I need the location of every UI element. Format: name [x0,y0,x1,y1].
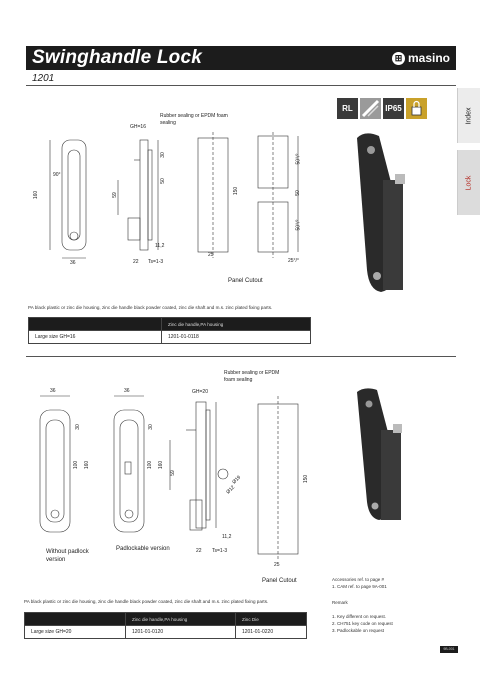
dim-36a: 36 [50,388,56,394]
ordering-table-1: Zinc die handle,PA housing Large size GH=16 1201-01-0118 [28,317,311,344]
dim-36: 36 [70,260,76,266]
dim-ts: Ts=1-3 [148,259,164,265]
dim-ts-2: Ts=1-3 [212,548,228,554]
dim-100a: 100 [73,460,80,470]
brand-mark-icon: ⊞ [392,52,405,65]
gh20-label: GH=20 [192,389,208,395]
model-number: 1201 [32,73,55,84]
ip65-badge: IP65 [383,98,404,119]
dim-25b: 25°/° [288,258,299,264]
dim-11-2b: 11,2 [222,534,232,540]
panel-cutout-label-1: Panel Cutout [228,278,263,284]
dim-160b: 160 [158,460,165,470]
tab-lock-label: Lock [465,175,473,190]
dim-50b: 50 [294,190,301,196]
remark-title: Remark [332,600,348,605]
dim-11-2: 11,2 [155,243,165,249]
remarks-list: 1. Key different on request. 2. CH751 key code on request 3. Padlockable on request [332,614,393,633]
dim-d19: Ø19 [231,474,243,486]
description-1: PA black plastic or zinc die housing, zinc die handle black powder coated, zinc die shaft and m.s. zinc plated fixing parts. [28,305,273,310]
dim-90: 90° [53,172,61,178]
table-row: Large size GH=16 1201-01-0118 [29,331,311,344]
dim-25: 25 [208,252,214,258]
dim-50c: 50°/° [295,219,302,231]
dim-59-2: 59 [169,470,176,476]
dim-d12: Ø12 [225,484,237,496]
dim-22b: 22 [196,548,202,554]
dim-50a: 50°/° [295,153,302,165]
dim-50: 50 [159,178,166,184]
dim-100b: 100 [147,460,154,470]
page-number: 9B-001 [440,646,458,653]
description-2: PA black plastic or zinc die housing, zinc die handle black powder coated, zinc die shaft and m.s. zinc plated fixing parts. [24,599,269,604]
dim-59: 59 [111,192,118,198]
ordering-table-2: Zinc die handle,PA housing Zinc Die Large size GH=20 1201-01-0120 1201-01-0220 [24,612,307,639]
table-row: Large size GH=20 1201-01-0120 1201-01-0220 [25,626,307,639]
dim-30b: 30 [147,424,154,430]
dim-30a: 30 [74,424,81,430]
rl-badge: RL [337,98,358,119]
dim-160a: 160 [84,460,91,470]
dim-150: 150 [233,186,240,196]
dim-150b: 150 [303,474,310,484]
dim-22: 22 [133,259,139,265]
dim-160: 160 [33,190,40,200]
panel-cutout-label-2: Panel Cutout [262,578,297,584]
dim-25-2: 25 [274,562,280,568]
product-photo-2 [345,386,425,526]
seal-note-2: Rubber sealing or EPDM foam sealing [224,370,280,383]
page-title: Swinghandle Lock [32,47,202,68]
seal-note-1: Rubber sealing or EPDM foam sealing [160,113,228,126]
dim-36b: 36 [124,388,130,394]
accessories-notes: Accessories ref. to page # 1. CAM ref. to page 9A-001 [332,577,387,589]
brand-name: masino [407,51,450,65]
gh16-label: GH=16 [130,124,146,130]
padlockable-label: Padlockable version [116,546,170,552]
without-padlock-label: Without padlock version [46,549,89,563]
tab-index-label: Index [465,106,473,125]
dim-30: 30 [159,152,166,158]
